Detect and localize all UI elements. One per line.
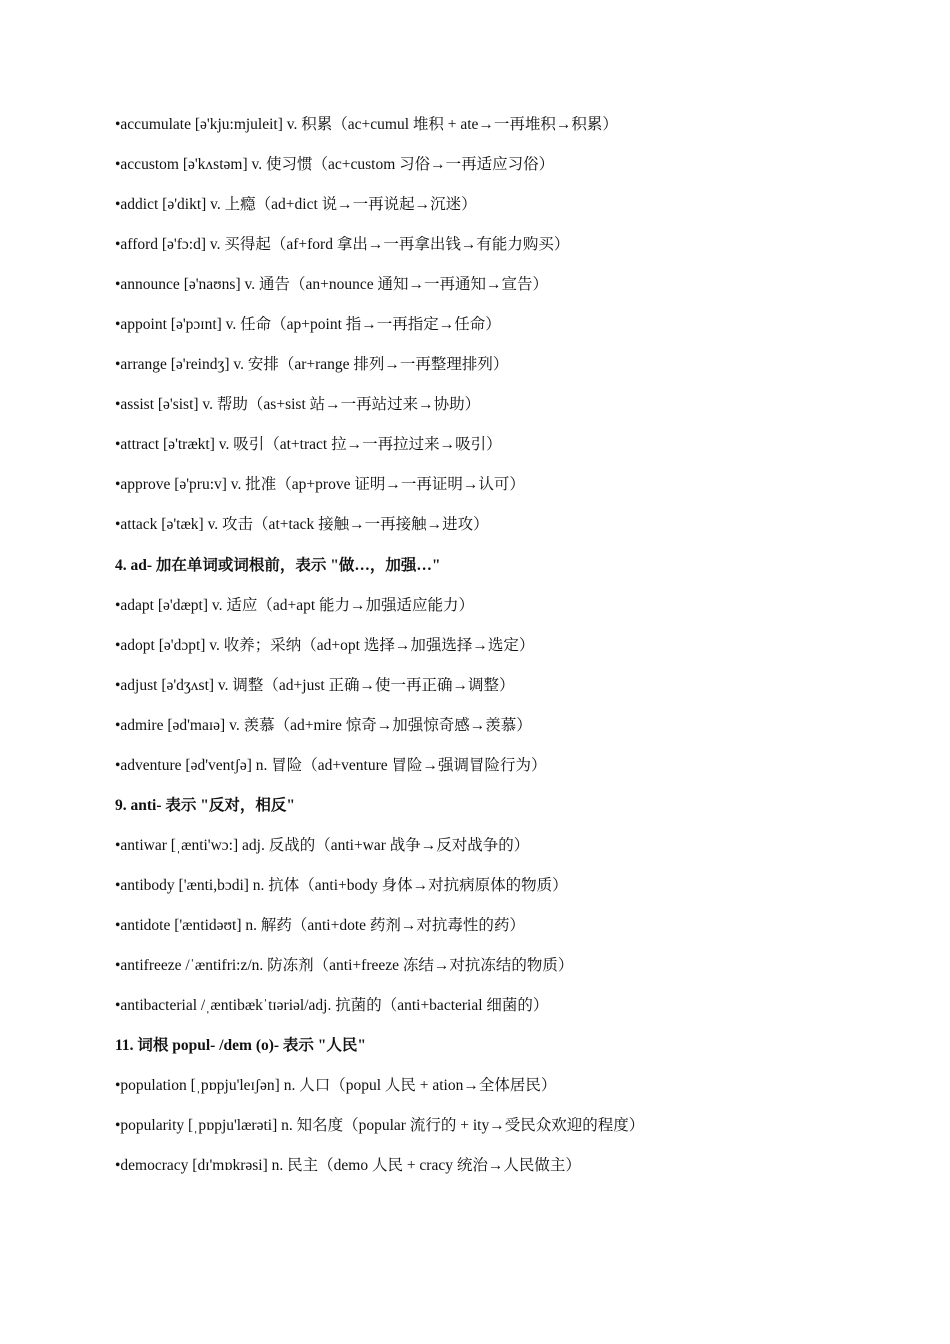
word-entry: •assist [ə'sist] v. 帮助（as+sist 站→一再站过来→协助）	[115, 396, 481, 414]
word-entry: •antibody ['ænti,bɔdi] n. 抗体（anti+body 身体→对抗病原体的物质）	[115, 876, 568, 894]
word-entry: •approve [ə'pru:v] v. 批准（ap+prove 证明→一再证明→认可）	[115, 476, 525, 494]
word-entry: •adjust [ə'dʒʌst] v. 调整（ad+just 正确→使一再正确→调整）	[115, 676, 515, 694]
word-entry: •adapt [ə'dæpt] v. 适应（ad+apt 能力→加强适应能力）	[115, 596, 475, 614]
word-entry: •antidote ['æntidəʊt] n. 解药（anti+dote 药剂→对抗毒性的药）	[115, 916, 525, 934]
word-entry: •attract [ə'trækt] v. 吸引（at+tract 拉→一再拉过来→吸引）	[115, 436, 502, 454]
word-entry: •antiwar [ˌænti'wɔ:] adj. 反战的（anti+war 战争→反对战争的）	[115, 836, 530, 854]
section-heading: 9. anti- 表示 "反对，相反"	[115, 796, 295, 814]
word-entry: •adopt [ə'dɔpt] v. 收养；采纳（ad+opt 选择→加强选择→选定）	[115, 636, 535, 654]
word-entry: •addict [ə'dikt] v. 上瘾（ad+dict 说→一再说起→沉迷）	[115, 196, 477, 214]
word-entry: •appoint [ə'pɔɪnt] v. 任命（ap+point 指→一再指定→任命）	[115, 316, 501, 334]
word-entry: •admire [əd'maɪə] v. 羡慕（ad+mire 惊奇→加强惊奇感→羡慕）	[115, 716, 532, 734]
word-entry: •afford [ə'fɔ:d] v. 买得起（af+ford 拿出→一再拿出钱→有能力购买）	[115, 236, 570, 254]
word-entry: •democracy [dɪ'mɒkrəsi] n. 民主（demo 人民 + cracy 统治→人民做主）	[115, 1157, 581, 1175]
word-entry: •population [ˌpɒpju'leɪʃən] n. 人口（popul 人民 + ation→全体居民）	[115, 1077, 557, 1095]
word-entry: •accumulate [ə'kju:mjuleit] v. 积累（ac+cumul 堆积 + ate→一再堆积→积累）	[115, 116, 618, 133]
word-entry: •arrange [ə'reindʒ] v. 安排（ar+range 排列→一再整理排列）	[115, 356, 509, 374]
word-entry: •popularity [ˌpɒpju'lærəti] n. 知名度（popular 流行的 + ity→受民众欢迎的程度）	[115, 1117, 645, 1135]
word-entry: •antibacterial /ˌæntibækˈtɪəriəl/adj. 抗菌的（anti+bacterial 细菌的）	[115, 997, 549, 1015]
word-entry: •antifreeze /ˈæntifri:z/n. 防冻剂（anti+freeze 冻结→对抗冻结的物质）	[115, 956, 574, 974]
section-heading: 4. ad- 加在单词或词根前，表示 "做…，加强…"	[115, 556, 441, 574]
word-entry: •adventure [əd'ventʃə] n. 冒险（ad+venture 冒险→强调冒险行为）	[115, 756, 547, 774]
word-entry: •accustom [ə'kʌstəm] v. 使习惯（ac+custom 习俗→一再适应习俗）	[115, 156, 555, 174]
section-heading: 11. 词根 popul- /dem (o)- 表示 "人民"	[115, 1037, 367, 1055]
vocabulary-list	[115, 114, 915, 1195]
word-entry: •attack [ə'tæk] v. 攻击（at+tack 接触→一再接触→进攻）	[115, 516, 489, 534]
word-entry: •announce [ə'naʊns] v. 通告（an+nounce 通知→一再通知→宣告）	[115, 276, 548, 294]
